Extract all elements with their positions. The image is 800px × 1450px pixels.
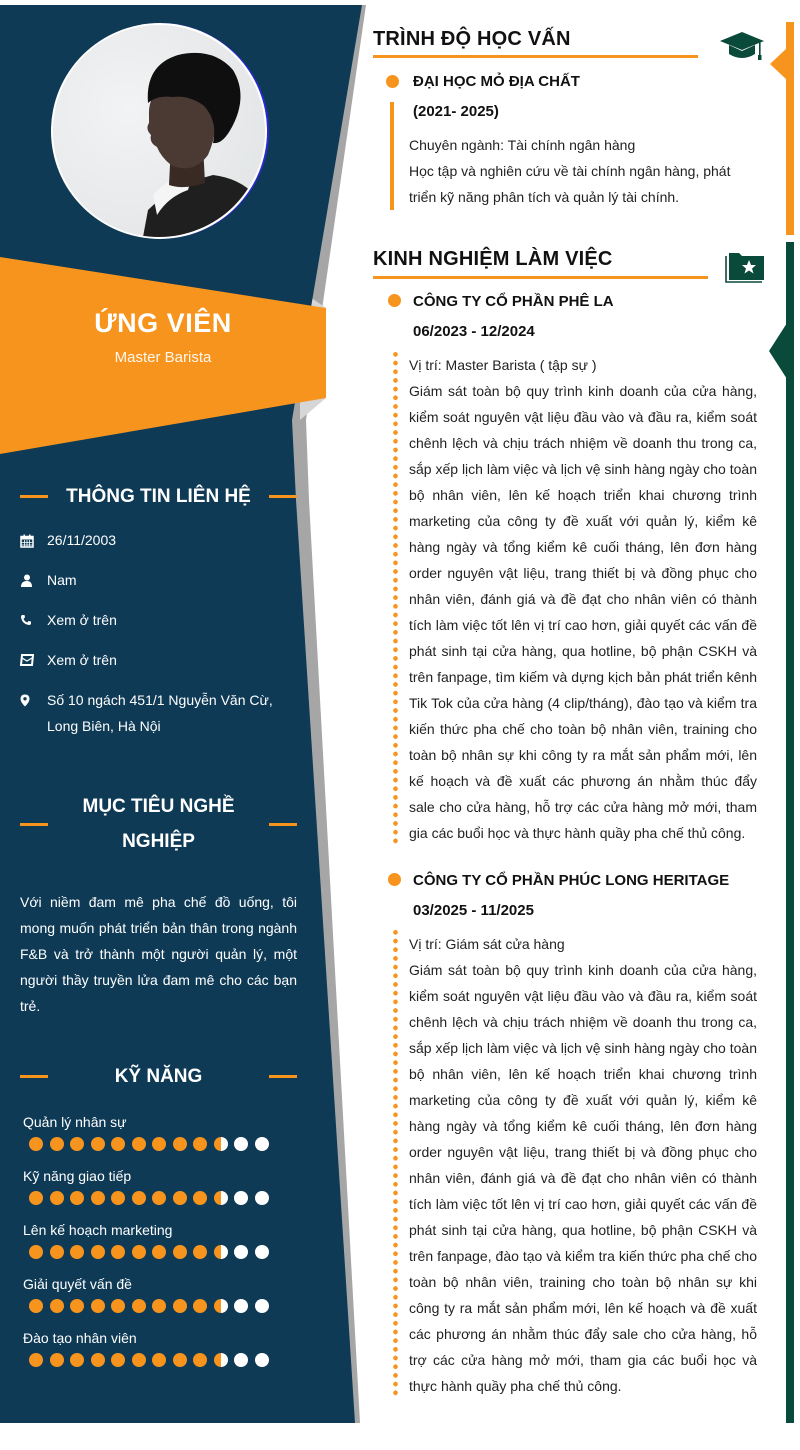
skill-item: Đào tạo nhân viên [23,1325,303,1379]
rating-dot-full [132,1137,146,1151]
education-heading: TRÌNH ĐỘ HỌC VẤN [373,28,571,50]
education-details [409,132,759,210]
name-block [0,308,326,366]
skill-rating [29,1353,303,1367]
contact-phone: Xem ở trên [20,612,305,652]
rating-dot-empty [234,1353,248,1367]
contact-birthdate: 26/11/2003 [20,532,305,572]
contact-address: Số 10 ngách 451/1 Nguyễn Văn Cừ, Long Biên, Hà Nội [20,692,305,752]
contact-gender: Nam [20,572,305,612]
rating-dot-full [152,1353,166,1367]
skill-item: Kỹ năng giao tiếp [23,1163,303,1217]
job-timeline-dotted-line [393,350,398,846]
rating-dot-full [70,1191,84,1205]
candidate-name: ỨNG VIÊN [94,308,232,338]
rating-dot-full [111,1299,125,1313]
rating-dot-full [50,1299,64,1313]
job-timeline-dotted-line [393,928,398,1396]
rating-dot-full [193,1191,207,1205]
phone-icon [20,612,47,626]
rating-dot-full [50,1137,64,1151]
education-bullet [386,75,399,88]
contact-list [20,532,305,752]
education-description: Học tập và nghiên cứu về tài chính ngân hàng, phát triển kỹ năng phân tích và quản lý tài chính. [409,163,731,205]
rating-dot-half [214,1299,228,1313]
rating-dot-full [29,1191,43,1205]
rating-dot-half [214,1245,228,1259]
contact-heading: THÔNG TIN LIÊN HỆ [20,479,297,514]
graduation-cap-icon [720,32,764,67]
email-icon [20,652,47,666]
experience-accent-arrow [769,323,787,379]
rating-dot-empty [234,1191,248,1205]
rating-dot-empty [255,1245,269,1259]
education-major: Chuyên ngành: Tài chính ngân hàng [409,137,636,153]
rating-dot-full [91,1191,105,1205]
rating-dot-full [70,1353,84,1367]
rating-dot-full [152,1299,166,1313]
folder-star-icon [725,250,765,288]
rating-dot-full [132,1245,146,1259]
rating-dot-full [91,1245,105,1259]
rating-dot-full [91,1137,105,1151]
rating-dot-half [214,1191,228,1205]
rating-dot-full [111,1191,125,1205]
rating-dot-full [173,1353,187,1367]
rating-dot-full [111,1245,125,1259]
skill-rating [29,1191,303,1205]
job-period: 06/2023 - 12/2024 [413,323,535,340]
rating-dot-full [173,1191,187,1205]
rating-dot-empty [255,1191,269,1205]
rating-dot-full [132,1299,146,1313]
rating-dot-full [111,1137,125,1151]
job-bullet [388,294,401,307]
rating-dot-empty [234,1299,248,1313]
job-description: Giám sát toàn bộ quy trình kinh doanh của cửa hàng, kiểm soát nguyên vật liệu đầu vào và đầu ra, kiểm soát chênh lệch và chịu trách nhiệm về doanh thu trong ca, sắp xếp lịch làm việc và lịch vệ sinh hàng ngày cho toàn bộ nhân viên, lên kế hoạch triển khai chương trình marketing của công ty đề xuất với quản lý, kiểm kê hàng ngày và tổng kiểm kê cuối tháng, lên đơn hàng order nguyên vật liệu, trang thiết bị và đồng phục cho nhân viên, đánh giá và đề đạt cho nhân viên có thành tích làm việc tốt lên vị trí cao hơn, giải quyết các vấn đề phát sinh tại cửa hàng, qua hotline, bộ phận CSKH và trên fanpage, tìm kiếm và dựng kịch bản phát triển kênh Tik Tok của cửa hàng (4 clip/tháng), đào tạo và kiểm tra kiến thức pha chế cho toàn bộ nhân viên, training cho toàn bộ nhân sự khi công ty ra mắt sản phẩm mới, lên kế hoạch và đề xuất các phương án nhằm thúc đẩy sale cho cửa hàng, hỗ trợ các cửa hàng mở mới, tham gia các buổi học và thực hành quầy pha chế thủ công. [409,383,757,841]
job-details [409,352,757,846]
rating-dot-full [173,1245,187,1259]
education-period: (2021- 2025) [413,103,499,120]
skill-rating [29,1299,303,1313]
heading-dash-left [20,823,48,826]
candidate-role: Master Barista [114,349,212,366]
objective-heading: MỤC TIÊU NGHỀ NGHIỆP [20,789,297,859]
rating-dot-full [70,1245,84,1259]
rating-dot-full [152,1191,166,1205]
avatar [51,23,269,239]
rating-dot-full [193,1353,207,1367]
skills-list [23,1109,303,1379]
skill-item: Lên kế hoạch marketing [23,1217,303,1271]
rating-dot-half [214,1137,228,1151]
job-bullet [388,873,401,886]
education-accent-arrow [770,48,787,80]
skill-rating [29,1137,303,1151]
rating-dot-full [193,1299,207,1313]
profile-photo [53,25,265,237]
rating-dot-full [70,1137,84,1151]
rating-dot-full [152,1245,166,1259]
education-accent-bar [786,22,794,235]
heading-dash-left [20,495,48,498]
rating-dot-full [91,1353,105,1367]
education-timeline-line [390,102,394,210]
rating-dot-full [29,1245,43,1259]
rating-dot-full [173,1137,187,1151]
rating-dot-full [50,1245,64,1259]
skill-rating [29,1245,303,1259]
skill-item: Giải quyết vấn đề [23,1271,303,1325]
rating-dot-empty [234,1245,248,1259]
rating-dot-full [193,1245,207,1259]
skills-heading: KỸ NĂNG [20,1059,297,1094]
rating-dot-full [173,1299,187,1313]
education-heading-rule [373,55,698,58]
rating-dot-full [70,1299,84,1313]
heading-dash-right [269,823,297,826]
rating-dot-empty [255,1353,269,1367]
rating-dot-full [111,1353,125,1367]
education-school: ĐẠI HỌC MỎ ĐỊA CHẤT [413,73,580,90]
rating-dot-half [214,1353,228,1367]
rating-dot-empty [255,1299,269,1313]
heading-dash-right [269,1075,297,1078]
experience-heading: KINH NGHIỆM LÀM VIỆC [373,248,613,270]
rating-dot-full [91,1299,105,1313]
job-description: Giám sát toàn bộ quy trình kinh doanh của cửa hàng, kiểm soát nguyên vật liệu đầu vào và đầu ra, kiểm soát chênh lệch và chịu trách nhiệm về doanh thu trong ca, sắp xếp lịch làm việc và lịch vệ sinh hàng ngày cho toàn bộ nhân viên, lên kế hoạch triển khai chương trình marketing của công ty đề xuất với quản lý, kiểm kê hàng ngày và tổng kiểm kê cuối tháng, lên đơn hàng order nguyên vật liệu, trang thiết bị và đồng phục cho nhân viên, đánh giá và đề đạt cho nhân viên có thành tích làm việc tốt lên vị trí cao hơn, giải quyết các vấn đề phát sinh tại cửa hàng, qua hotline, bộ phận CSKH và trên fanpage, đào tạo và kiểm tra kiến thức pha chế cho toàn bộ nhân viên, training cho toàn bộ nhân sự khi công ty ra mắt sản phẩm mới, lên kế hoạch và đề xuất các phương án nhằm thúc đẩy sale cho cửa hàng, hỗ trợ các cửa hàng mở mới, tham gia các buổi học và thực hành quầy pha chế thủ công. [409,962,757,1394]
person-silhouette-icon [53,25,265,237]
rating-dot-full [132,1191,146,1205]
experience-accent-bar [786,242,794,1423]
rating-dot-full [50,1191,64,1205]
job-position: Vị trí: Master Barista ( tập sự ) [409,357,597,373]
rating-dot-full [132,1353,146,1367]
user-icon [20,572,47,587]
rating-dot-full [29,1299,43,1313]
rating-dot-full [50,1353,64,1367]
experience-heading-rule [373,276,708,279]
skill-item: Quản lý nhân sự [23,1109,303,1163]
rating-dot-full [29,1137,43,1151]
heading-dash-right [269,495,297,498]
rating-dot-full [29,1353,43,1367]
calendar-icon [20,532,47,548]
rating-dot-empty [234,1137,248,1151]
rating-dot-full [193,1137,207,1151]
objective-text: Với niềm đam mê pha chế đồ uống, tôi mong muốn phát triển bản thân trong ngành F&B và trở thành một người quản lý, một người thầy truyền lửa đam mê cho các bạn trẻ. [20,894,297,1014]
job-company: CÔNG TY CỔ PHẦN PHÚC LONG HERITAGE [413,872,730,889]
contact-email: Xem ở trên [20,652,305,692]
heading-dash-left [20,1075,48,1078]
rating-dot-empty [255,1137,269,1151]
location-icon [20,692,47,707]
job-position: Vị trí: Giám sát cửa hàng [409,936,565,952]
job-period: 03/2025 - 11/2025 [413,902,534,919]
job-company: CÔNG TY CỔ PHẦN PHÊ LA [413,293,614,310]
rating-dot-full [152,1137,166,1151]
job-details [409,931,757,1399]
